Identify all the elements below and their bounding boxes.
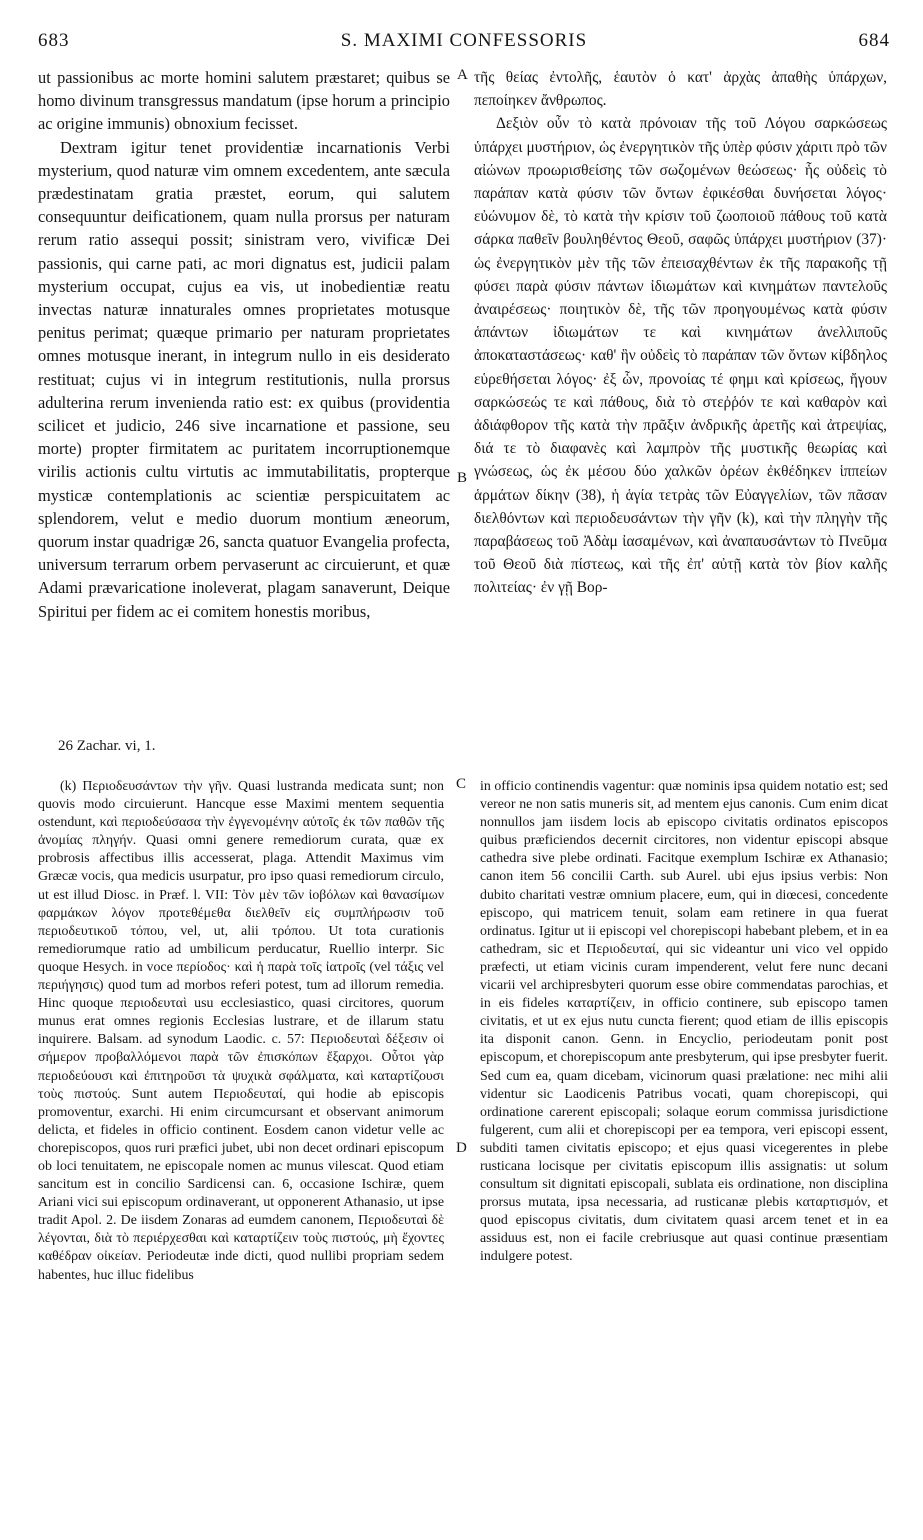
running-header [38, 30, 890, 52]
latin-paragraph-1: ut passionibus ac morte homini salutem præstaret; quibus se homo divinum transgressus mandatum (ipse horum a principio ac origine immunis) obnoxium fecisset. [38, 68, 450, 134]
margin-letter-d: D [456, 1140, 467, 1156]
commentary-column-right [480, 778, 888, 1513]
margin-letter-a: A [457, 67, 468, 83]
commentary-column-left [38, 778, 444, 1513]
latin-paragraph-2: Dextram igitur tenet providentiæ incarnationis Verbi mysterium, quod naturæ vim omnem excedentem, ante sæcula prædestinatam gratia præstet, eorum, qui salutem consequuntur deificationem, quam nulla prorsus per naturam rerum ratio assequi possit; sinistram vero, vivificæ Dei passionis, qui carne pati, ac mori dignatus est, judicii palam mysterium occupat, cujus ea vis, ut inobedientiæ reatu invectas naturæ innaturales omnes proprietates motusque penitus perimat; quæque primario per naturam proprietates omnes motusque inerant, in integrum nullo in eis desiderato restituat; cujus vi in integrum restitutionis, nulla prorsus adulterina rerum invenienda ratio est: ex quibus (providentia scilicet et judicio, 246 sive incarnatione et passione, seu morte) propter firmitatem ac puritatem incorruptionemque virilis actionis cultu virtutis ac immutabilitatis, propterque mysticæ contemplationis ac scientiæ perspicuitatem ac splendorem, velut e medio duorum montium æneorum, quorum instar quadrigæ 26, sancta quatuor Evangelia profecta, universum terrarum orbem pervaserunt ac circuierunt, et quæ Adami prævaricatione inoleverat, plagam sanaverunt, Deique Spiritui per fidem ac ei comitem honestis moribus, [38, 137, 450, 621]
commentary-note-k: (k) Περιοδευσάντων τὴν γῆν. Quasi lustranda medicata sunt; non quovis modo circuierunt. Hancque esse Maximi mentem sequentia ostendunt, καὶ περιοδεύσασα τὴν ἐγγενομένην αὐτοῖς ἐκ τῶν παθῶν τῆς ἀνομίας πληγήν. Quasi omni genere remediorum curata, quæ ex probrosis affectibus illis accesserat, plaga. Attendit Maximus vim Græcæ vocis, qua medicis usurpatur, pro ipso quasi remediorum circulo, ut est illud Diosc. in Præf. l. VII: Τὸν μὲν τῶν ἰοβόλων καὶ θανασίμων φαρμάκων λόγον προτεθέμεθα διελθεῖν εἰς συμπλήρωσιν τοῦ περιοδευτικοῦ τόπου, vel, ut, alii τρόπου. Ut tota curationis remediorumque ratio ad umbilicum perducatur, Ruellio interpr. Sic quoque Hesych. in voce περίοδος· καὶ ἡ παρὰ τοῖς ἰατροῖς (vel τάξις vel περιήγησις) quod tum ad morbos referi potest, tum ad illorum remedia. Hinc quoque περιοδευταὶ usu ecclesiastico, quasi circitores, quorum munus erat omnes regionis Ecclesias lustrare, et de illarum statu inquirere. Balsam. ad synodum Laodic. c. 57: Περιοδευταὶ δέξεσιν οἱ σήμερον προβαλλόμενοι παρὰ τῶν ἐπισκόπων ἔξαρχοι. Οὗτοι γὰρ περιοδεύουσι καὶ ἐπιτηροῦσι τὰ ψυχικὰ σφάλματα, καὶ καταρτίζουσι τοὺς πιστούς. Sunt autem Περιοδευταί, qui hodie ab episcopis promoventur, exarchi. Hi enim circumcursant et observant animorum delicta, et fideles in officio continent. Eosdem canon videtur velle ac chorepiscopos, quos ruri præfici jubet, ubi non decet ordinari episcopum ob loci tenuitatem, ne episcopale nomen ac munus vilescat. Quod etiam sancitum est in concilio Sardicensi can. 6, occasione Ischiræ, quem Ariani vici sui episcopum ordinaverant, ut opponerent Athanasio, ut ipse tradit Apol. 2. De iisdem Zonaras ad eumdem canonem, Περιοδευταὶ δὲ λέγονται, διὰ τὸ περιέρχεσθαι καὶ καταρτίζειν τοὺς πιστούς, μὴ ἔχοντες καθέδραν οἰκείαν. Periodeutæ inde dicti, quod nullibi propriam sedem habentes, huc illuc fidelibus [38, 779, 444, 1283]
margin-letter-c: C [456, 776, 467, 792]
page-title: S. MAXIMI CONFESSORIS [340, 30, 588, 51]
latin-text-column [38, 66, 450, 758]
greek-paragraph-1: τῆς θείας ἐντολῆς, ἑαυτὸν ὁ κατ' ἀρχὰς ἀπαθὴς ὑπάρχων, πεποίηκεν ἄνθρωπος. [474, 69, 887, 110]
greek-paragraph-2: Δεξιὸν οὖν τὸ κατὰ πρόνοιαν τῆς τοῦ Λόγου σαρκώσεως ὑπάρχει μυστήριον, ὡς ἐνεργητικὸν τῆς ὑπὲρ φύσιν χάριτι πρὸ τῶν αἰώνων προωρισθείσης τῶν σωζομένων θεώσεως· ἧς οὐδεὶς τὸ παράπαν κατὰ φύσιν τῶν ὄντων ἐφικέσθαι δυνήσεται λόγος· εὐώνυμον δὲ, τὸ κατὰ τὴν κρίσιν τοῦ ζωοποιοῦ πάθους τοῦ κατὰ σάρκα παθεῖν βουληθέντος Θεοῦ, σαφῶς ὑπάρχει μυστήριον (37)· ὡς ἐνεργητικὸν μὲν τῆς τῶν ἐπεισαχθέντων ἐκ τῆς παρακοῆς τῇ φύσει παρὰ φύσιν πάντων ἰδιωμάτων καὶ κινημάτων παντελοῦς ἀναιρέσεως· ποιητικὸν δὲ, τῆς τῶν προηγουμένως κατὰ φύσιν ἁπάντων ἰδιωμάτων τε καὶ κινημάτων ἀνελλιποῦς ἀποκαταστάσεως· καθ' ἣν οὐδεὶς τὸ παράπαν τῶν ὄντων κίβδηλος εὑρεθήσεται λόγος· ἐξ ὧν, προνοίας τέ φημι καὶ κρίσεως, ἤγουν σαρκώσεώς τε καὶ πάθους, διὰ τὸ στεῤῥόν τε καὶ καθαρὸν καὶ ἀδιάφθορον τῆς κατὰ τὴν πρᾶξιν ἀνδρικῆς ἀρετῆς καὶ ἀτρεψίας, διά τε τὸ διαφανὲς καὶ λαμπρὸν τῆς μυστικῆς θεωρίας καὶ γνώσεως, ὡς ἐκ μέσου δύο χαλκῶν ὀρέων ἐκθέδηκεν ἱππείων ἁρμάτων δίκην (38), ἡ ἁγία τετρὰς τῶν Εὐαγγελίων, τῶν πᾶσαν διελθόντων καὶ περιοδευσάντων τὴν γῆν (k), καὶ τὴν πληγὴν τῆς παραβάσεως τοῦ Ἀδὰμ ἰασαμένων, καὶ ἀναπαυσάντων τὸ Πνεῦμα τοῦ Θεοῦ διὰ πίστεως, καὶ τῆς ἐπ' αὐτῇ κατὰ τὸν βίον καλῆς πολιτείας· ἐν γῇ Βορ- [474, 115, 887, 597]
greek-text-column [474, 66, 887, 758]
page-number-left: 683 [38, 30, 70, 51]
margin-letter-b: B [457, 470, 468, 486]
page-number-right: 684 [858, 30, 890, 51]
commentary-note-k-continued: in officio continendis vagentur: quæ nominis ipsa quidem notatio est; sed vereor ne non satis muneris sit, ad mentem ejus canonis. Cum enim dicat nonnullos jam iisdem locis ab episcopo civitatis ordinatos episcopos quibus præficiendos decernit circitores, non videntur episcopi absque cathedra sive plebe ordinati. Facitque exemplum Ischiræ ex Athanasio; canon item 56 concilii Carth. sub Aurel. ubi ejus ipsius verbis: Non dubito charitati vestræ omnium placere, eum, qui in diœcesi, concedente episcopo, qui matricem tenuit, solam eam retinere in qua fuerat ordinatus. Igitur ut ii episcopi vel chorepiscopi habebant plebem, et in ea cathedram, sic et Περιοδευταί, qui sic videantur uni vico vel oppido præfecti, ut etiam vicinis curam impenderent, velut fere nunc decani vicarii vel archipresbyteri quorum esse obire commendatas parochias, et in eis fideles καταρτίζειν, in officio continere, sub episcopo tamen civitatis, et ut ex ejus nutu cuncta fierent; quod etiam de illis episcopis ita disponit canon. Genn. in Encyclio, periodeutam ponit post episcopum, et chorepiscopum ante presbyterum, qui ipse presbyter fuerit. Sed cum ea, quam dicebam, vicinorum quasi prælatione: nec mihi alii videntur sic Laodicenis Patribus vocati, quam chorepiscopi, qui ordinatione carerent episcopali; solaque eorum commissa jurisdictione fulgerent, cum alii et chorepiscopi per ea tempora, veri episcopi essent, subditi tamen civitatis episcopo; et ejus quasi vicegerentes in plebe rusticana locisque per civitatis episcopum illis assignatis: ut solum consultum sit dignitati episcopali, sublata eis ordinatione, non disciplina prorsus mutata, ipsa necessaria, ad rusticanæ plebis καταρτισμόν, et quod episcopus civitatis, dum civitatem quasi arcem tenet et in ea assiduus est, non ei facile crebriusque aut quasi continue præsentiam indulgere potest. [480, 779, 888, 1265]
scripture-footnote: 26 Zachar. vi, 1. [58, 738, 156, 754]
